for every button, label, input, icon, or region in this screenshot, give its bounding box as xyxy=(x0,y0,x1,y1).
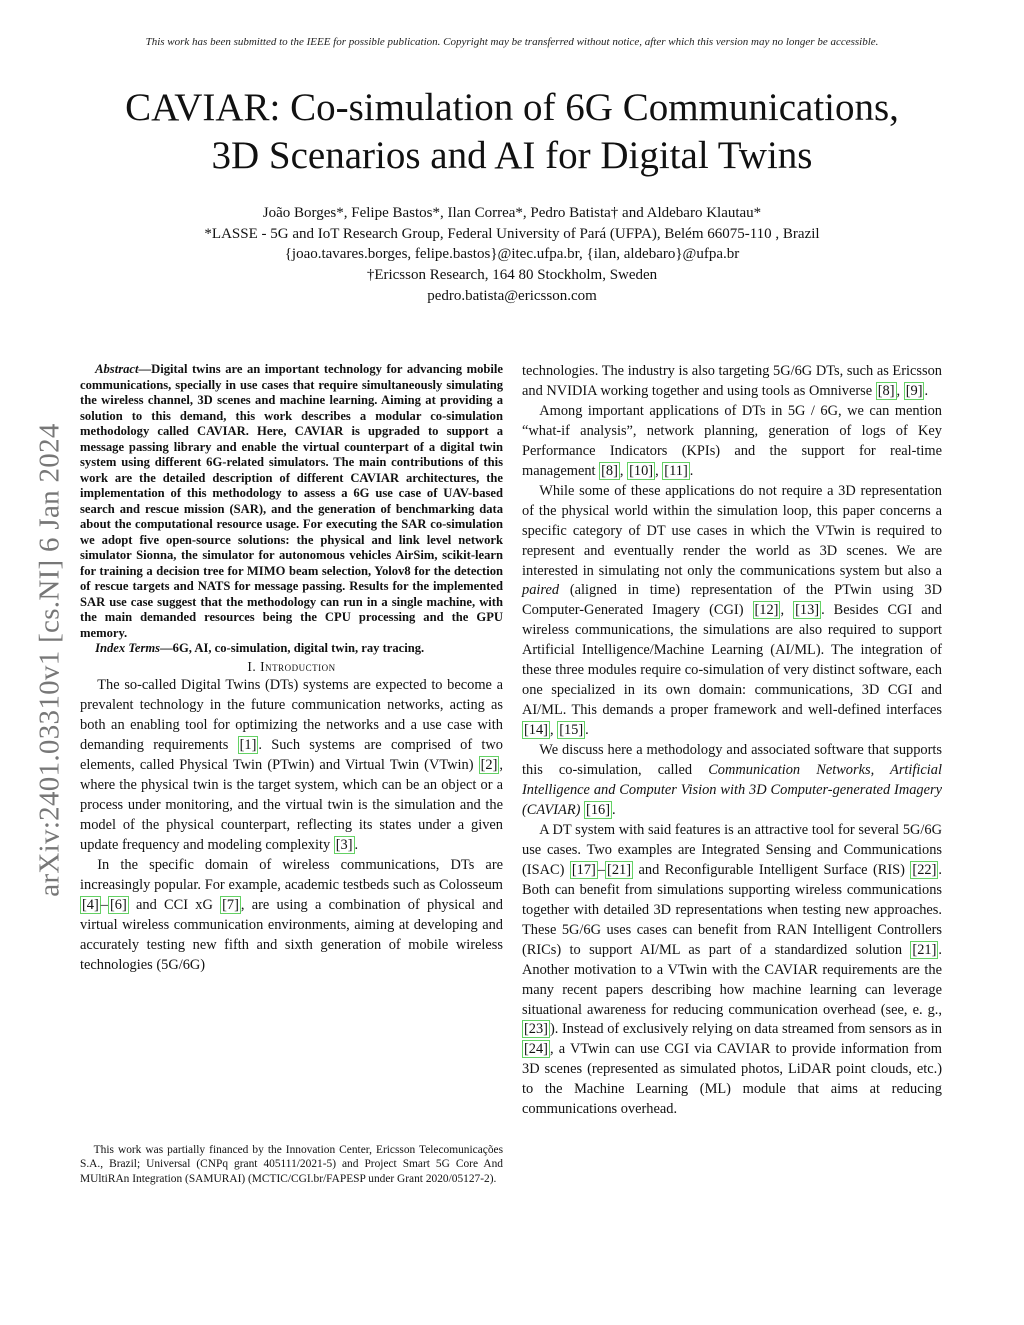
abstract-label: Abstract xyxy=(95,362,139,376)
text-run: technologies. The industry is also targeting 5G/6G DTs, such as Ericsson and NVIDIA working together and using tools as Omniverse xyxy=(522,363,942,399)
right-paragraph-2 xyxy=(522,402,942,482)
section-title: Introduction xyxy=(260,658,336,674)
funding-footnote xyxy=(80,1143,503,1186)
citation-link[interactable]: [21] xyxy=(912,941,937,958)
citation-link[interactable]: [4] xyxy=(82,896,99,913)
right-paragraph-3 xyxy=(522,482,942,741)
title-line-1: CAVIAR: Co-simulation of 6G Communications, xyxy=(125,86,899,129)
title-line-2: 3D Scenarios and AI for Digital Twins xyxy=(211,134,813,177)
citation-link[interactable]: [12] xyxy=(754,602,779,619)
emphasis-caviar-name: Communication Networks, Artificial Intelligence and Computer Vision with 3D Computer-generated Imagery (CAVIAR) xyxy=(522,762,942,818)
emphasis-paired: paired xyxy=(522,582,560,599)
text-run: . Both can benefit from simulations supporting wireless communications together with detailed 3D representations when testing new approaches. These 5G/6G uses cases can benefit from RAN Intelligent Controllers (RICs) to support AI/ML as part of a standardized solution xyxy=(522,861,942,958)
citation-link[interactable]: [7] xyxy=(222,896,239,913)
abstract-text: Digital twins are an important technology for advancing mobile communications, specially in use cases that require simultaneously simulating the wireless channel, 3D scenes and machine learning. Aiming at providing a solution to this demand, this work describes a modular co-simulation methodology called CAVIAR. Here, CAVIAR is upgraded to support a message passing library and enable the virtual counterpart of a digital twin system using different 6G-related simulators. The main contributions of this work are the detailed description of different CAVIAR architectures, the implementation of this methodology to assess a 6G use case of UAV-based search and rescue mission (SAR), and the generation of benchmarking data about the computational resource usage. For executing the SAR co-simulation we adopt five open-source solutions: the physical and link level network simulator Sionna, the simulator for autonomous vehicles AirSim, scikit-learn for training a decision tree for MIMO beam selection, Yolov8 for the detection of rescue targets and NATS for message passing. Results for the implemented SAR use case suggest that the methodology can run in a single machine, with the main demanded resources being the CPU processing and the GPU memory. xyxy=(80,362,503,640)
citation-link[interactable]: [14] xyxy=(524,722,548,739)
section-number: I. xyxy=(247,658,257,674)
citation-link[interactable]: [17] xyxy=(571,861,596,878)
citation-link[interactable]: [8] xyxy=(877,382,895,399)
text-run: , xyxy=(896,382,904,399)
text-run: , xyxy=(619,462,628,479)
section-heading xyxy=(80,657,503,677)
citation-link[interactable]: [3] xyxy=(335,837,353,854)
citation-link[interactable]: [24] xyxy=(524,1041,548,1058)
text-run: , a VTwin can use CGI via CAVIAR to provide information from 3D scenes (represented as simulated photos, LiDAR point clouds, etc.) to the Machine Learning (ML) module that aims at reducing communications overhead. xyxy=(522,1041,942,1118)
text-run: – xyxy=(100,896,108,913)
citation-link[interactable]: [13] xyxy=(795,602,820,619)
text-run: , xyxy=(549,722,558,739)
citation-link[interactable]: [8] xyxy=(601,462,618,479)
text-run: – xyxy=(597,861,606,878)
text-run: (aligned in time) representation of the PTwin using 3D Computer-Generated Imagery (CGI) xyxy=(522,582,942,619)
affiliation-ericsson: †Ericsson Research, 164 80 Stockholm, Sweden xyxy=(366,267,658,284)
author-block xyxy=(80,203,944,307)
text-run: . xyxy=(354,837,359,854)
text-run: A DT system with said features is an attractive tool for several 5G/6G use cases. Two examples are Integrated Sensing and Communications (ISAC) xyxy=(522,821,942,878)
citation-link[interactable]: [9] xyxy=(905,382,923,399)
text-run: . xyxy=(585,722,589,739)
text-run: While some of these applications do not require a 3D representation of the physical world within the simulation loop, this paper concerns a specific category of DT use cases in which the VTwin is required to represent and eventually render the world as 3D scenes. We are interested in simulating not only the communications system but also a xyxy=(522,482,942,579)
right-paragraph-4 xyxy=(522,741,942,821)
text-run: . xyxy=(612,801,616,818)
index-terms-text: 6G, AI, co-simulation, digital twin, ray tracing. xyxy=(172,641,425,655)
citation-link[interactable]: [15] xyxy=(559,722,584,739)
text-run: In the specific domain of wireless communications, DTs are increasingly popular. For example, academic testbeds such as Colosseum xyxy=(80,857,503,893)
footnote-text: This work was partially financed by the Innovation Center, Ericsson Telecomunicações S.A., Brazil; Universal (CNPq grant 405111/2021-5) and Project Smart 5G Core And MUltiRAn Integration (SAMURAI) (MCTIC/CGI.br/FAPESP under Grant 2020/05127-2). xyxy=(80,1144,503,1185)
arxiv-identifier[interactable]: arXiv:2401.03310v1 [cs.NI] 6 Jan 2024 xyxy=(33,423,66,897)
author-names: João Borges*, Felipe Bastos*, Ilan Correa*, Pedro Batista† and Aldebaro Klautau* xyxy=(262,205,762,221)
text-run: . Another motivation to a VTwin with the CAVIAR requirements are the many recent papers describing how machine learning can leverage situational awareness for reducing communication overhead (see, e. g., xyxy=(522,941,942,1018)
paper-title xyxy=(60,84,964,180)
text-run: We discuss here a methodology and associated software that supports this co-simulation, called xyxy=(522,742,942,779)
text-run: . Such systems are comprised of two elements, called Physical Twin (PTwin) and Virtual Twin (VTwin) xyxy=(80,737,503,774)
abstract: Abstract—Digital twins are an important technology for advancing mobile communications, specially in use cases that require simultaneously simulating the wireless channel, 3D scenes and machine learning. Aiming at providing a solution to this demand, this work describes a modular co-simulation methodology called CAVIAR. Here, CAVIAR is upgraded to support a message passing library and enable the virtual counterpart of a digital twin system using different 6G-related simulators. The main contributions of this work are the detailed description of different CAVIAR architectures, the implementation of this methodology to assess a 6G use case of UAV-based search and rescue mission (SAR), and the generation of benchmarking data about the computational resource usage. For executing the SAR co-simulation we adopt five open-source solutions: the physical and link level network simulator Sionna, the simulator for autonomous vehicles AirSim, scikit-learn for training a decision tree for MIMO beam selection, Yolov8 for the detection of rescue targets and NATS for message passing. Results for the implemented SAR use case suggest that the methodology can run in a single machine, with the main demanded resources being the CPU processing and the GPU memory. Index Terms—6G, AI, co-simulation, digital twin, ray tracing. xyxy=(80,362,503,655)
email-ericsson: pedro.batista@ericsson.com xyxy=(427,287,597,304)
text-run: ). Instead of exclusively relying on data streamed from sensors as in xyxy=(549,1021,942,1038)
left-column xyxy=(80,362,503,976)
right-paragraph-1 xyxy=(522,362,942,402)
right-column xyxy=(522,362,942,1120)
text-run: and Reconfigurable Intelligent Surface (RIS) xyxy=(633,861,911,878)
text-run: , xyxy=(655,462,663,479)
right-paragraph-5 xyxy=(522,821,942,1120)
citation-link[interactable]: [16] xyxy=(586,801,611,818)
citation-link[interactable]: [1] xyxy=(239,737,257,754)
text-run: . xyxy=(924,382,929,399)
copyright-notice: This work has been submitted to the IEEE for possible publication. Copyright may be transferred without notice, after which this version may no longer be accessible. xyxy=(145,36,879,48)
citation-link[interactable]: [21] xyxy=(607,861,632,878)
intro-paragraph-1 xyxy=(80,676,503,856)
text-run: and CCI xG xyxy=(128,896,221,913)
citation-link[interactable]: [11] xyxy=(664,462,688,479)
intro-paragraph-2 xyxy=(80,856,503,976)
text-run: , are using a combination of physical and virtual wireless communication environments, aiming at developing and accurately testing new fifth and sixth generation of mobile wireless technologies (5G/6G) xyxy=(80,896,503,973)
text-run: . Besides CGI and wireless communications, the simulations are also required to support Artificial Intelligence/Machine Learning (AI/ML). The integration of these three modules require co-simulation of very distinct software, each one specialized in its own domain: communications, 3D CGI and AI/ML. This demands a proper framework and well-defined interfaces xyxy=(522,602,943,719)
citation-link[interactable]: [10] xyxy=(629,462,654,479)
affiliation-ufpa: *LASSE - 5G and IoT Research Group, Federal University of Pará (UFPA), Belém 66075-110 , Brazil xyxy=(204,225,820,242)
text-run: . xyxy=(689,462,694,479)
index-terms-label: Index Terms xyxy=(95,641,161,655)
text-run: , xyxy=(780,602,794,619)
emails-ufpa: {joao.tavares.borges, felipe.bastos}@itec.ufpa.br, {ilan, aldebaro}@ufpa.br xyxy=(284,246,740,263)
citation-link[interactable]: [23] xyxy=(524,1021,548,1038)
text-run: The so-called Digital Twins (DTs) systems are expected to become a prevalent technology in the future communication networks, acting as both an enabling tool for optimizing the networks and a use case with demanding requirements xyxy=(80,677,503,754)
text-run: Among important applications of DTs in 5G / 6G, we can mention “what-if analysis”, network planning, generation of logs of Key Performance Indicators (KPIs) and the support for real-time management xyxy=(522,402,942,479)
citation-link[interactable]: [2] xyxy=(480,757,498,774)
citation-link[interactable]: [22] xyxy=(912,861,937,878)
citation-link[interactable]: [6] xyxy=(109,896,127,913)
text-run: , where the physical twin is the target system, which can be an object or a process under monitoring, and the virtual twin is the simulation and the model of the physical counterpart, reflecting its states under a given update frequency and modeling complexity xyxy=(80,757,503,854)
